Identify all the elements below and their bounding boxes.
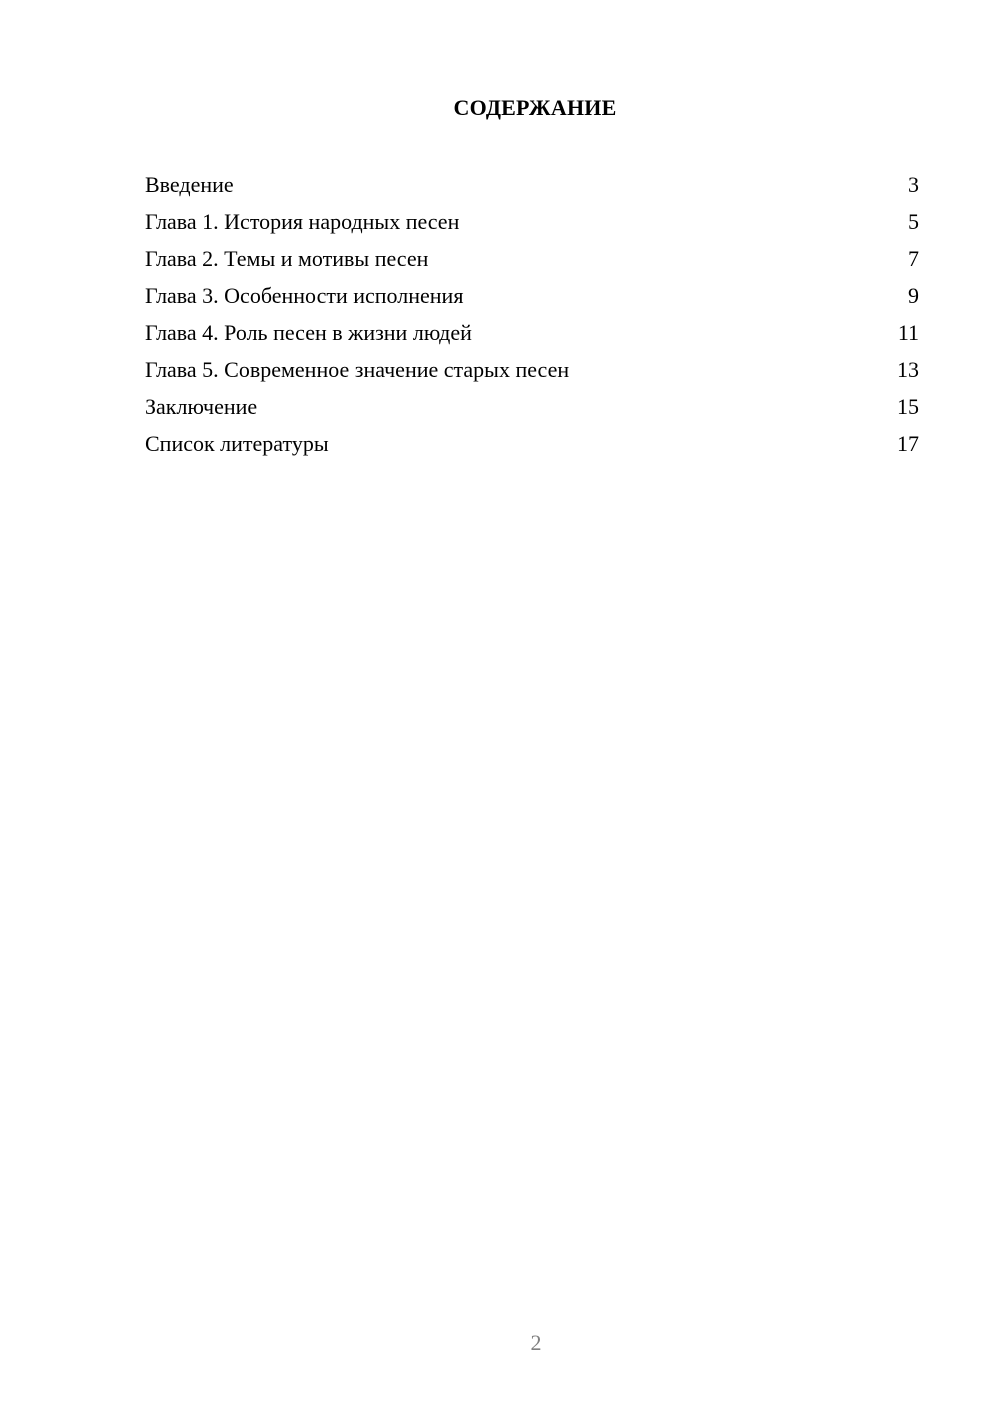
toc-entry-page: 13 xyxy=(897,357,919,382)
toc-entry-conclusion xyxy=(145,390,919,427)
toc-entry-label: Список литературы xyxy=(145,431,329,456)
toc-title: СОДЕРЖАНИЕ xyxy=(453,95,617,120)
toc-entry-introduction xyxy=(145,168,919,205)
toc-entry-page: 3 xyxy=(908,172,919,197)
toc-entry-label: Глава 3. Особенности исполнения xyxy=(145,283,464,308)
toc-entry-page: 9 xyxy=(908,283,919,308)
toc-entry-label: Заключение xyxy=(145,394,258,419)
toc-entry-label: Введение xyxy=(145,172,234,197)
toc-entry-page: 5 xyxy=(908,209,919,234)
toc-entry-page: 15 xyxy=(897,394,919,419)
toc-entry-label: Глава 2. Темы и мотивы песен xyxy=(145,246,429,271)
toc-entry-chapter-3 xyxy=(145,279,919,316)
toc-entry-page: 11 xyxy=(897,320,919,345)
toc-entry-page: 7 xyxy=(908,246,919,271)
toc-entry-label: Глава 4. Роль песен в жизни людей xyxy=(145,320,472,345)
toc-entry-chapter-1 xyxy=(145,205,919,242)
toc-entry-page: 17 xyxy=(897,431,919,456)
toc-entry-references xyxy=(145,427,919,464)
page-number: 2 xyxy=(530,1330,542,1355)
toc-entry-chapter-2 xyxy=(145,242,919,279)
table-of-contents xyxy=(145,168,919,464)
toc-entry-chapter-4 xyxy=(145,316,919,353)
toc-entry-label: Глава 1. История народных песен xyxy=(145,209,460,234)
toc-entry-chapter-5 xyxy=(145,353,919,390)
toc-entry-label: Глава 5. Современное значение старых песен xyxy=(145,357,570,382)
